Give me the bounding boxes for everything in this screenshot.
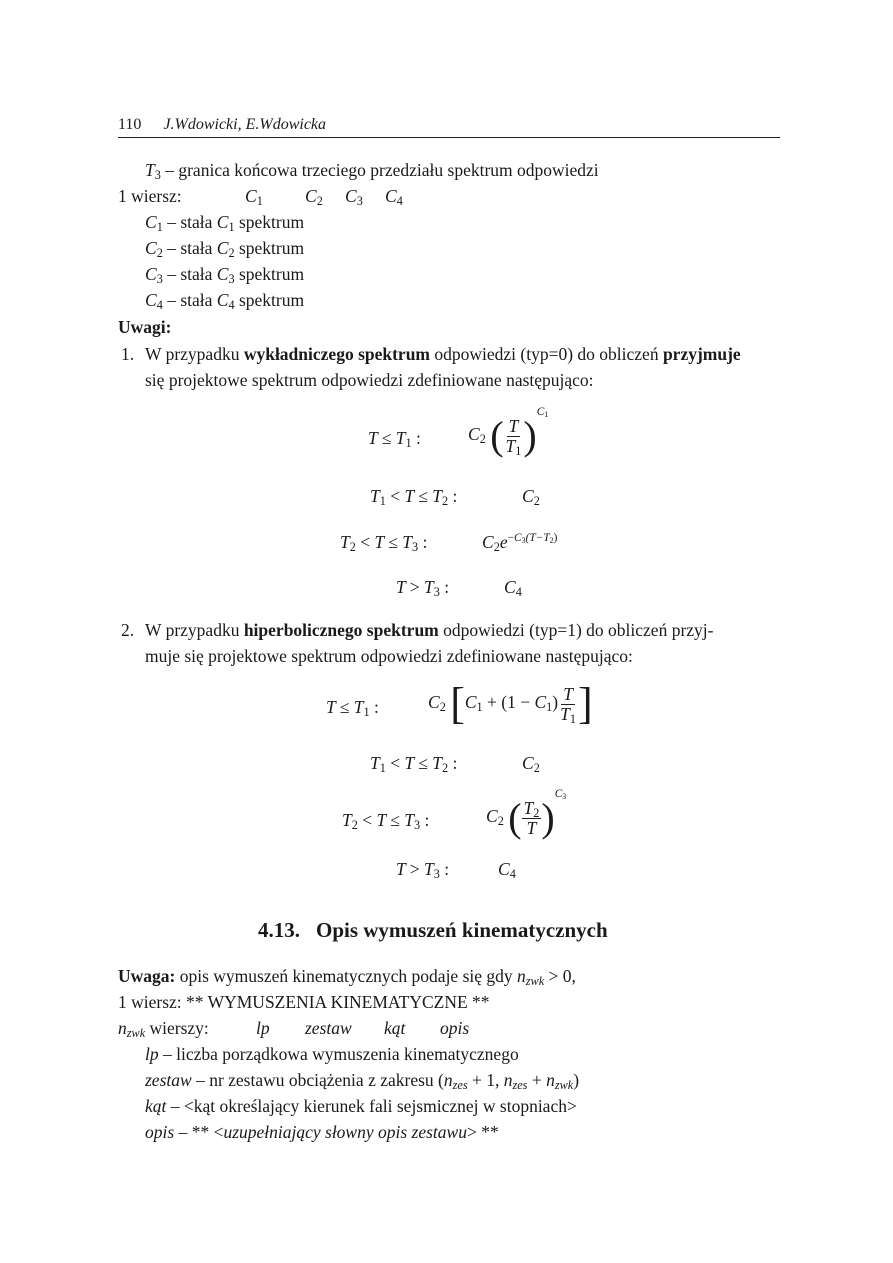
eq1b-value: $C_2$ xyxy=(522,486,540,509)
note1-line1: W przypadku wykładniczego spektrum odpowiedzi (typ=0) do obliczeń przyjmuje xyxy=(145,344,741,364)
eq1c-value: $C_2e^{-C_3(T-T_2)}$ xyxy=(482,532,558,555)
kin-rows-label: $n_{zwk}$ wierszy: xyxy=(118,1018,209,1041)
page-number: 110 xyxy=(118,116,142,133)
t3-definition: $T_3$ – granica końcowa trzeciego przedziału spektrum odpowiedzi xyxy=(145,160,599,183)
eq2c-value: $C_2$ ( $\frac{T_2}{T}$ )$^{C_3}$ xyxy=(486,788,567,840)
row1-label: 1 wiersz: xyxy=(118,186,182,206)
kin-lp-def: lp – liczba porządkowa wymuszenia kinematycznego xyxy=(145,1044,519,1064)
eq2d-value: $C_4$ xyxy=(498,859,516,882)
kin-col-kat: kąt xyxy=(384,1018,406,1038)
kin-zestaw-def: zestaw – nr zestawu obciążenia z zakresu ($n_{zes} + 1$, $n_{zes} + n_{zwk}$) xyxy=(145,1070,580,1093)
notes-heading: Uwagi: xyxy=(118,317,172,337)
kin-opis-def: opis – ** <uzupełniający słowny opis zestawu> ** xyxy=(145,1122,499,1142)
eq2c-condition: $T_2 < T \le T_3$ : xyxy=(342,810,430,833)
section-heading xyxy=(258,918,608,943)
note1-num: 1. xyxy=(121,344,135,364)
eq2b-value: $C_2$ xyxy=(522,753,540,776)
kin-col-lp: lp xyxy=(256,1018,270,1038)
eq1a-condition: $T \le T_1$ : xyxy=(368,428,421,451)
running-header xyxy=(118,116,326,134)
eq2d-condition: $T > T_3$ : xyxy=(396,859,450,882)
kin-kat-def: kąt – <kąt określający kierunek fali sejsmicznej w stopniach> xyxy=(145,1096,577,1116)
kin-note: Uwaga: opis wymuszeń kinematycznych podaje się gdy $n_{zwk} > 0$, xyxy=(118,966,576,989)
note1-line2: się projektowe spektrum odpowiedzi zdefiniowane następująco: xyxy=(145,370,594,390)
row1-c4: $C_4$ xyxy=(385,186,403,209)
kin-col-opis: opis xyxy=(440,1018,470,1038)
c4-definition: $C_4$ – stała $C_4$ spektrum xyxy=(145,290,305,313)
row1-c1: $C_1$ xyxy=(245,186,263,209)
row1-line xyxy=(118,186,182,207)
eq1d-condition: $T > T_3$ : xyxy=(396,577,450,600)
c2-definition: $C_2$ – stała $C_2$ spektrum xyxy=(145,238,305,261)
note2-line1: W przypadku hiperbolicznego spektrum odpowiedzi (typ=1) do obliczeń przyj- xyxy=(145,620,714,640)
eq1a-value: $C_2$ ( $\frac{T}{T_1}$ )$^{C_1}$ xyxy=(468,406,549,458)
eq2b-condition: $T_1 < T \le T_2$ : xyxy=(370,753,458,776)
c1-definition: $C_1$ – stała $C_1$ spektrum xyxy=(145,212,305,235)
eq1b-condition: $T_1 < T \le T_2$ : xyxy=(370,486,458,509)
kin-col-zestaw: zestaw xyxy=(305,1018,352,1038)
row1-c3: $C_3$ xyxy=(345,186,363,209)
note2-line2: muje się projektowe spektrum odpowiedzi zdefiniowane następująco: xyxy=(145,646,633,666)
eq2a-value: $C_2$ [$C_1 + (1 - C_1)$ $\frac{T}{T_1}$ ] xyxy=(428,679,593,728)
eq2a-condition: $T \le T_1$ : xyxy=(326,697,379,720)
note2-num: 2. xyxy=(121,620,135,640)
row1-c2: $C_2$ xyxy=(305,186,323,209)
section-title: Opis wymuszeń kinematycznych xyxy=(316,918,608,942)
c3-definition: $C_3$ – stała $C_3$ spektrum xyxy=(145,264,305,287)
header-authors: J.Wdowicki, E.Wdowicka xyxy=(163,116,327,133)
section-number: 4.13. xyxy=(258,918,300,942)
kin-row1: 1 wiersz: ** WYMUSZENIA KINEMATYCZNE ** xyxy=(118,992,490,1012)
eq1d-value: $C_4$ xyxy=(504,577,522,600)
header-rule xyxy=(118,137,780,138)
eq1c-condition: $T_2 < T \le T_3$ : xyxy=(340,532,428,555)
